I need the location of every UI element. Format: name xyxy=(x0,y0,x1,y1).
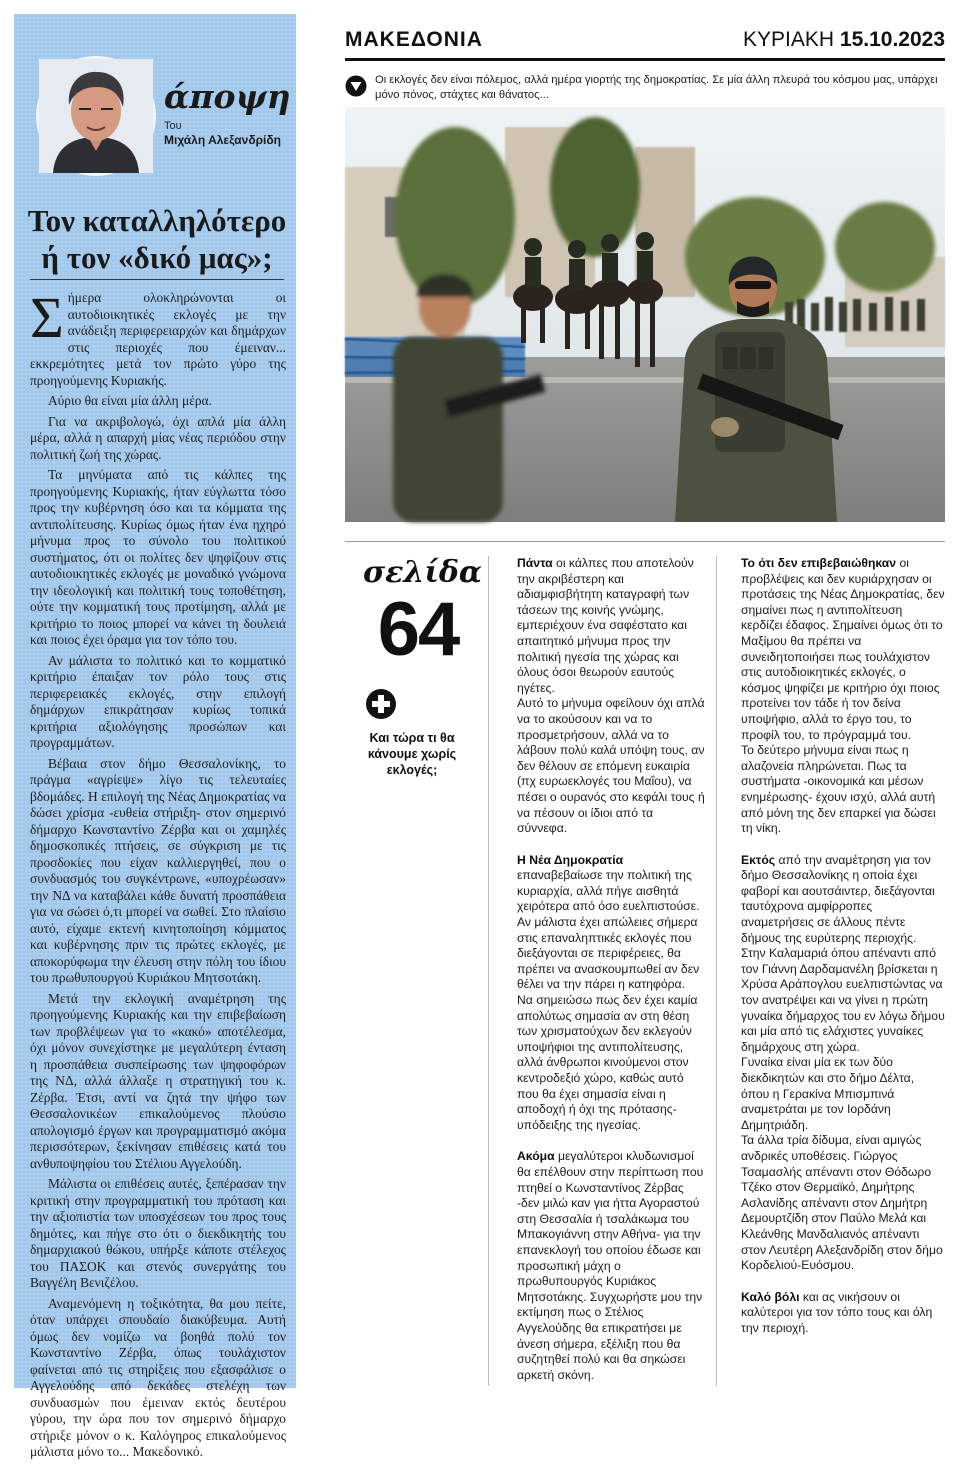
body-paragraph: Μάλιστα οι επιθέσεις αυτές, ξεπέρασαν την κριτική στην προγραμματική του πρόταση και την αξιοπιστία των υποσχέσεων του προς τους δημότες, και πήγε στο ότι ο διεκδικητής του δημαρχιακού θώκου, υπήρξε κάποτε στέλεχος του ΠΑΣΟΚ και στενός συνεργάτης του Βαγγέλη Βενιζέλου. xyxy=(30,1176,286,1290)
opinion-headline xyxy=(22,202,292,276)
body-paragraph: Βέβαια στον δήμο Θεσσαλονίκης, το πράγμα «αγρίεψε» λίγο τις τελευταίες βδομάδες. Η επιλογή της Νέας Δημοκρατίας να δώσει χρίσμα -ευθεία στήριξη- στον σημερινό δήμαρχο Κωνσταντίνο Ζέρβα και οι χαμηλές δημοσκοπικές πτήσεις, σε σύγκριση με τις προσδοκίες που είχαν καλλιεργηθεί, που ο συνδυασμός του συγκέντρωνε, «υποχρέωσαν» την ΝΔ να καταβάλει κάθε δυνατή προσπάθεια για να σώσει ό,τι μπορεί να σωθεί. Στο πλαίσιο αυτό, είχαμε εκτενή κινητοποίηση κόμματος και κυβέρνησης πριν τις πρώτες εκλογές, με αποκορύφωμα την έλευση στην πόλη του ίδιου του πρωθυπουργού Κυριάκου Μητσοτάκη. xyxy=(30,755,286,985)
column-paragraph: Αυτό το μήνυμα οφείλουν όχι απλά να το ακούσουν και να το προσμετρήσουν, αλλά να το λάβουν πολύ καλά υπόψη τους, αν δεν θέλουν σε επόμενη ευκαιρία (πχ ευρωεκλογές του Μαΐου), να πέσει ο ουρανός στο κεφάλι τους ή να πέσουν οι ίδιοι από τα σύννεφα. xyxy=(517,696,705,836)
body-paragraph: Αν μάλιστα το πολιτικό και το κομματικό κριτήριο έπαιξαν τον ρόλο τους στις περιφερειακές εκλογές, στην επιλογή δημάρχων επικράτησαν κυρίως τοπικά κριτήρια αξιολόγησης προσώπων και προγραμμάτων. xyxy=(30,652,286,750)
opinion-header xyxy=(164,77,291,147)
section-rule xyxy=(345,541,945,542)
author-by: Του xyxy=(164,120,182,132)
page-number: 64 xyxy=(377,587,459,672)
headline-divider xyxy=(30,279,284,280)
masthead-rule xyxy=(345,58,945,61)
headline-line-2: ή τον «δικό μας»; xyxy=(41,240,273,275)
column-paragraph: Καλό βόλι και ας νικήσουν οι καλύτεροι για τον τόπο τους και όλη την περιοχή. xyxy=(741,1289,933,1335)
page-reference xyxy=(363,555,483,672)
body-paragraph: Τα μηνύματα από τις κάλπες της προηγούμενης Κυριακής, ήταν εύγλωττα τόσο προς την κυβέρνηση όσο και τα κόμματα της αντιπολίτευσης. Κυρίως όμως ήταν ένα ηχηρό μήνυμα προς το σύνολο του πολιτικού συστήματος, ότι οι πολίτες δεν ψηφίζουν στις αυτοδιοικητικές εκλογές με μοναδικό γνώμονα την ιδεολογική και πολιτική τους τοποθέτηση, ούτε την κομματική τους προτίμηση, αλλά με κριτήριο το ποιος μπορεί να κάνει τη δουλειά και ποιος έχει όραμα για τον τόπο του. xyxy=(30,467,286,647)
body-paragraph: Αύριο θα είναι μία άλλη μέρα. xyxy=(48,393,212,408)
drop-cap: Σ xyxy=(30,285,64,350)
body-paragraph: Για να ακριβολογώ, όχι απλά μία άλλη μέρα, αλλά η απαρχή μίας νέας περιόδου στην πολιτική ζωή της χώρας. xyxy=(30,413,286,462)
column-b xyxy=(741,556,945,1337)
photo-caption xyxy=(345,73,945,107)
column-paragraph: Εκτός από την αναμέτρηση για τον δήμο Θεσσαλονίκης η οποία έχει φαβορί και αουτσάιντερ, διεξάγονται ταυτόχρονα αμφίρροπες αναμετρήσεις σε άλλους πέντε δήμους της ευρύτερης περιοχής. xyxy=(741,852,935,945)
news-photo xyxy=(345,107,945,522)
column-paragraph: Στην Καλαμαριά όπου απέναντι από τον Γιάννη Δαρδαμανέλη βρίσκεται η Χρύσα Αράπογλου ευελπιστώντας να τον ανατρέψει και να γίνει η πρώτη γυναίκα δήμαρχος του εν λόγω δήμου και μία από τις ελάχιστες γυναίκες δημάρχους στη χώρα. xyxy=(741,946,945,1054)
body-paragraph: Μετά την εκλογική αναμέτρηση της προηγούμενης Κυριακής και την επιβεβαίωση των προβλέψεων για το «κακό» αποτέλεσμα, όχι μόνον συνεχίστηκε με μεγαλύτερη ένταση η προσπάθεια συσπείρωσης των ψηφοφόρων της ΝΔ, αλλά άλλαξε η στρατηγική του κ. Ζέρβα. Έτσι, αντί να ζητά την ψήφο των Θεσσαλονικέων επικαλούμενος πλούσιο απολογισμό έργων και προγραμματισμό ακόμα περισσότερων, ξεκίνησαν επιθέσεις κατά του ανθυποψηφίου του Στέλιου Αγγελούδη. xyxy=(30,990,286,1171)
author-name: Μιχάλη Αλεξανδρίδη xyxy=(164,133,281,147)
author-photo xyxy=(36,56,156,176)
column-paragraph: Το ότι δεν επιβεβαιώθηκαν οι προβλέψεις και δεν κυριάρχησαν οι προτάσεις της Νέας Δημοκρατίας, δεν σημαίνει πως η αντιπολίτευση κερδίζει έδαφος. Σημαίνει όμως ότι το Μαξίμου θα πρέπει να συνειδητοποιήσει πως τουλάχιστον στις αυτοδιοικητικές εκλογές, ο κόσμος ψηφίζει με κριτήριο όχι ποιος προτείνει τον τάδε ή τον δείνα υποψήφιο, αλλά το έργο του, το προφίλ του, το πρόγραμμά του. xyxy=(741,556,945,742)
sidebar-question: Και τώρα τι θα κάνουμε χωρίς εκλογές; xyxy=(367,731,457,777)
body-paragraph: Σήμερα ολοκληρώνονται οι αυτοδιοικητικές εκλογές με την ανάδειξη περιφερειαρχών και δημάρχων στις περιοχές που έμειναν... εκκρεμότητες μετά τον πρώτο γύρο της προηγούμενης Κυριακής. xyxy=(30,285,286,388)
opinion-label: άποψη xyxy=(164,77,291,116)
column-paragraph: Να σημειώσω πως δεν έχει καμία απολύτως σημασία αν στη θέση των χρισματούχων δεν εκλεγούν υποψήφιοι της αντιπολίτευσης, αλλά άνθρωποι κινούμενοι στον κεντροδεξιό χώρο, καθώς αυτό που θα έχει σημασία είναι η αποδοχή ή όχι της πρότασης-υπόδειξης της ηγεσίας. xyxy=(517,993,698,1132)
page-label: σελίδα xyxy=(363,555,483,590)
caption-text: Οι εκλογές δεν είναι πόλεμος, αλλά ημέρα γιορτής της δημοκρατίας. Σε μία άλλη πλευρά του κόσμου μας, υπάρχει μόνο πόνος, στάχτες και θάνατος... xyxy=(375,74,938,101)
headline-line-1: Τον καταλληλότερο xyxy=(27,203,287,238)
column-a xyxy=(517,556,705,1383)
body-paragraph: Αναμενόμενη η τοξικότητα, θα μου πείτε, όταν υπάρχει σπουδαίο διακύβευμα. Αυτή όμως δεν νομίζω να βοηθά πολύ τον Κωνσταντίνο Ζέρβα, όπως τουλάχιστον φαίνεται από τις στηρίξεις που εξασφάλισε ο Αγγελούδης από δεκάδες στελέχη των συνδυασμών που έμειναν εκτός δευτέρου γύρου, την ώρα που τον σημερινό δήμαρχο στήριξε μόνον ο κ. Καλόγηρος επικαλούμενος μάλιστα μόνο το... Μακεδονικό. xyxy=(30,1295,286,1459)
issue-day: ΚΥΡΙΑΚΗ xyxy=(743,28,835,51)
column-paragraph: Το δεύτερο μήνυμα είναι πως η αλαζονεία πληρώνεται. Πως τα συστήματα -οικονομικά και μέσων ενημέρωσης- έχουν ισχύ, αλλά αυτή από μόνη της δεν επαρκεί για δώσει τη νίκη. xyxy=(741,743,936,836)
column-paragraph: Η Νέα Δημοκρατία επαναβεβαίωσε την πολιτική της κυριαρχία, αλλά πήγε αισθητά χειρότερα από όσο ευελπιστούσε. Αν μάλιστα έχει απώλειες σήμερα στις επαναληπτικές εκλογές που διεξάγονται σε περιφέρειες, θα πρέπει να ανασκουμπωθεί αν δεν θέλει να την πάρει η κατηφόρα. xyxy=(517,852,700,992)
opinion-body xyxy=(30,285,286,1465)
column-paragraph: Ακόμα μεγαλύτεροι κλυδωνισμοί θα επέλθουν στην περίπτωση που πτηθεί ο Κωνσταντίνος Ζέρβας -δεν μιλώ καν για ήττα Αγοραστού στη Θεσσαλία ή τσαλάκωμα του Μπακογιάννη στην Αθήνα- για την επανεκλογή του οποίου έδωσε και προσωπική μάχη ο πρωθυπουργός Κυριάκος Μητσοτάκης. Συγχωρήστε μου την εκτίμηση πως ο Στέλιος Αγγελούδης θα επικρατήσει με άνεση σήμερα, εξέλιξη που θα συζητηθεί πολύ και θα σηκώσει αρκετή σκόνη. xyxy=(517,1149,704,1382)
column-divider xyxy=(488,556,489,1386)
plus-icon xyxy=(365,688,397,720)
column-paragraph: Τα άλλα τρία δίδυμα, είναι αμιγώς ανδρικές υποθέσεις. Γιώργος Τσαμασλής απέναντι στον Θόδωρο Τζέκο στον Θερμαϊκό, Δημήτρης Ασλανίδης απέναντι στον Δημήτρη Δεμουρτζίδη στον Παύλο Μελά και Κλεάνθης Μανδαλιανός απέναντι στον Λευτέρη Αλεξανδρίδη στον δήμο Κορδελιού-Ευόσμου. xyxy=(741,1133,943,1273)
paper-name: ΜΑΚΕΔΟΝΙΑ xyxy=(345,28,483,51)
opinion-column xyxy=(14,14,296,1459)
issue-date-value: 15.10.2023 xyxy=(839,28,945,51)
issue-date xyxy=(743,28,945,52)
column-divider xyxy=(716,556,717,1386)
column-paragraph: Γυναίκα είναι μία εκ των δύο διεκδικητών και στο δήμο Δέλτα, όπου η Γερακίνα Μπισμπινά αναμετράται με τον Ιορδάνη Δημητριάδη. xyxy=(741,1055,915,1132)
column-paragraph: Πάντα οι κάλπες που αποτελούν την ακριβέστερη και αδιαμφισβήτητη καταγραφή των τάσεων της κοινής γνώμης, εμπεριέχουν ένα σαφέστατο και απαιτητικό μήνυμα προς την πολιτική ηγεσία της χώρας και όλους όσοι θεωρούν εαυτούς ηγέτες. xyxy=(517,556,694,695)
masthead xyxy=(345,24,945,56)
caption-triangle-icon xyxy=(345,75,367,97)
